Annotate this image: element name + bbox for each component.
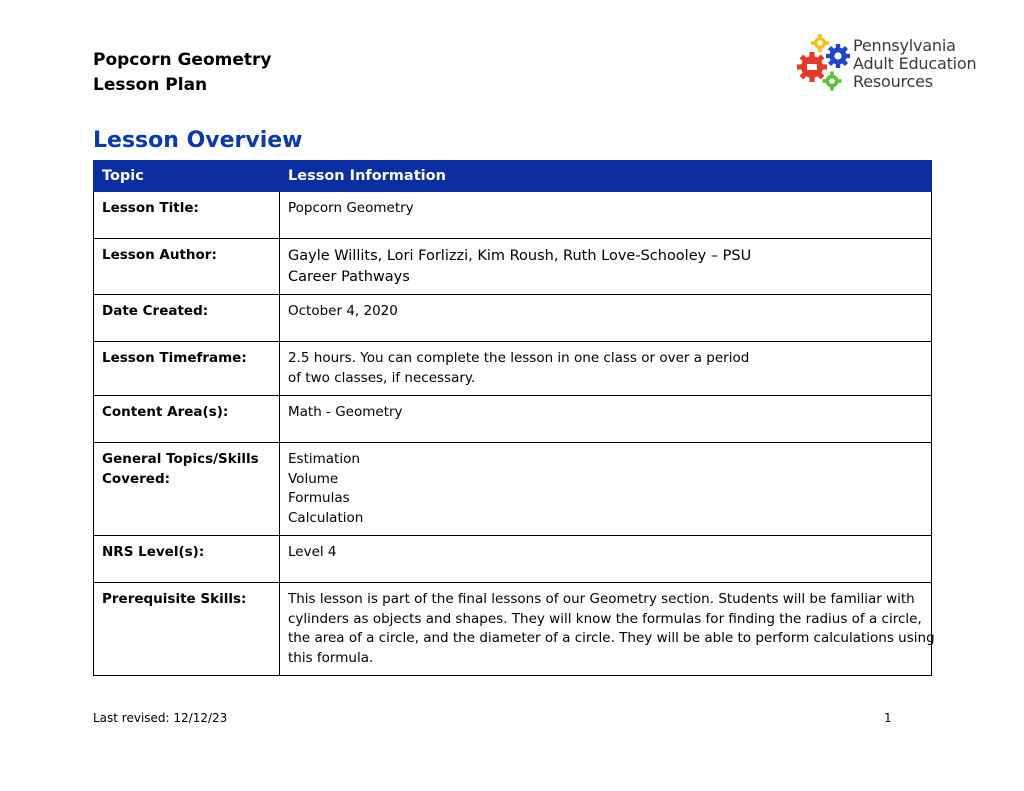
value-line: Math - Geometry	[288, 404, 403, 420]
value-line: Popcorn Geometry	[288, 200, 414, 216]
table-row	[94, 396, 932, 443]
row-value-content-area	[280, 396, 932, 443]
organization-logo	[796, 34, 996, 94]
row-value-nrs-level	[280, 536, 932, 583]
row-label-date-created: Date Created:	[94, 295, 280, 342]
column-header-lesson-information: Lesson Information	[280, 161, 932, 192]
table-row	[94, 295, 932, 342]
value-line: This lesson is part of the final lessons of our Geometry section. Students will be familiar with	[288, 591, 915, 607]
value-line: this formula.	[288, 649, 374, 666]
row-label-lesson-timeframe: Lesson Timeframe:	[94, 342, 280, 396]
value-line: Estimation	[288, 451, 360, 467]
row-label-lesson-author: Lesson Author:	[94, 239, 280, 295]
gears-logo-icon	[796, 34, 852, 94]
table-row	[94, 342, 932, 396]
section-heading: Lesson Overview	[93, 128, 303, 153]
label-line: Covered:	[102, 470, 171, 487]
value-line: the area of a circle, and the diameter of a circle. They will be able to perform calculations using	[288, 630, 935, 646]
value-line: Level 4	[288, 544, 337, 560]
document-title-line2: Lesson Plan	[93, 75, 208, 95]
row-label-content-area: Content Area(s):	[94, 396, 280, 443]
value-line: Formulas	[288, 490, 350, 506]
row-value-lesson-author	[280, 239, 932, 295]
row-label-lesson-title: Lesson Title:	[94, 192, 280, 239]
value-line: Volume	[288, 470, 339, 487]
table-row	[94, 536, 932, 583]
document-title-line1: Popcorn Geometry	[93, 50, 272, 70]
table-row	[94, 583, 932, 676]
table-row	[94, 239, 932, 295]
row-label-prerequisite-skills: Prerequisite Skills:	[94, 583, 280, 676]
label-line: General Topics/Skills	[102, 451, 259, 467]
logo-text-line2: Adult Education	[853, 54, 977, 73]
row-value-date-created	[280, 295, 932, 342]
value-line: 2.5 hours. You can complete the lesson in one class or over a period	[288, 350, 750, 366]
page-number: 1	[884, 711, 892, 725]
logo-text-line3: Resources	[853, 72, 933, 91]
row-value-lesson-title	[280, 192, 932, 239]
row-value-lesson-timeframe	[280, 342, 932, 396]
value-line: October 4, 2020	[288, 303, 398, 319]
value-line: Calculation	[288, 509, 364, 526]
row-value-general-topics	[280, 443, 932, 536]
value-line: Gayle Willits, Lori Forlizzi, Kim Roush, Ruth Love-Schooley – PSU	[288, 248, 752, 264]
document-title	[93, 48, 271, 98]
row-label-nrs-level: NRS Level(s):	[94, 536, 280, 583]
column-header-topic: Topic	[94, 161, 280, 192]
logo-wordmark	[853, 37, 976, 91]
last-revised-footer: Last revised: 12/12/23	[93, 711, 228, 725]
value-line: cylinders as objects and shapes. They will know the formulas for finding the radius of a circle,	[288, 610, 922, 627]
value-line: of two classes, if necessary.	[288, 369, 476, 386]
value-line: Career Pathways	[288, 268, 410, 285]
table-row	[94, 443, 932, 536]
logo-text-line1: Pennsylvania	[853, 36, 956, 55]
row-label-general-topics	[94, 443, 280, 536]
row-value-prerequisite-skills	[280, 583, 935, 676]
table-header-row	[94, 161, 932, 192]
lesson-overview-table	[93, 160, 935, 676]
table-row	[94, 192, 932, 239]
